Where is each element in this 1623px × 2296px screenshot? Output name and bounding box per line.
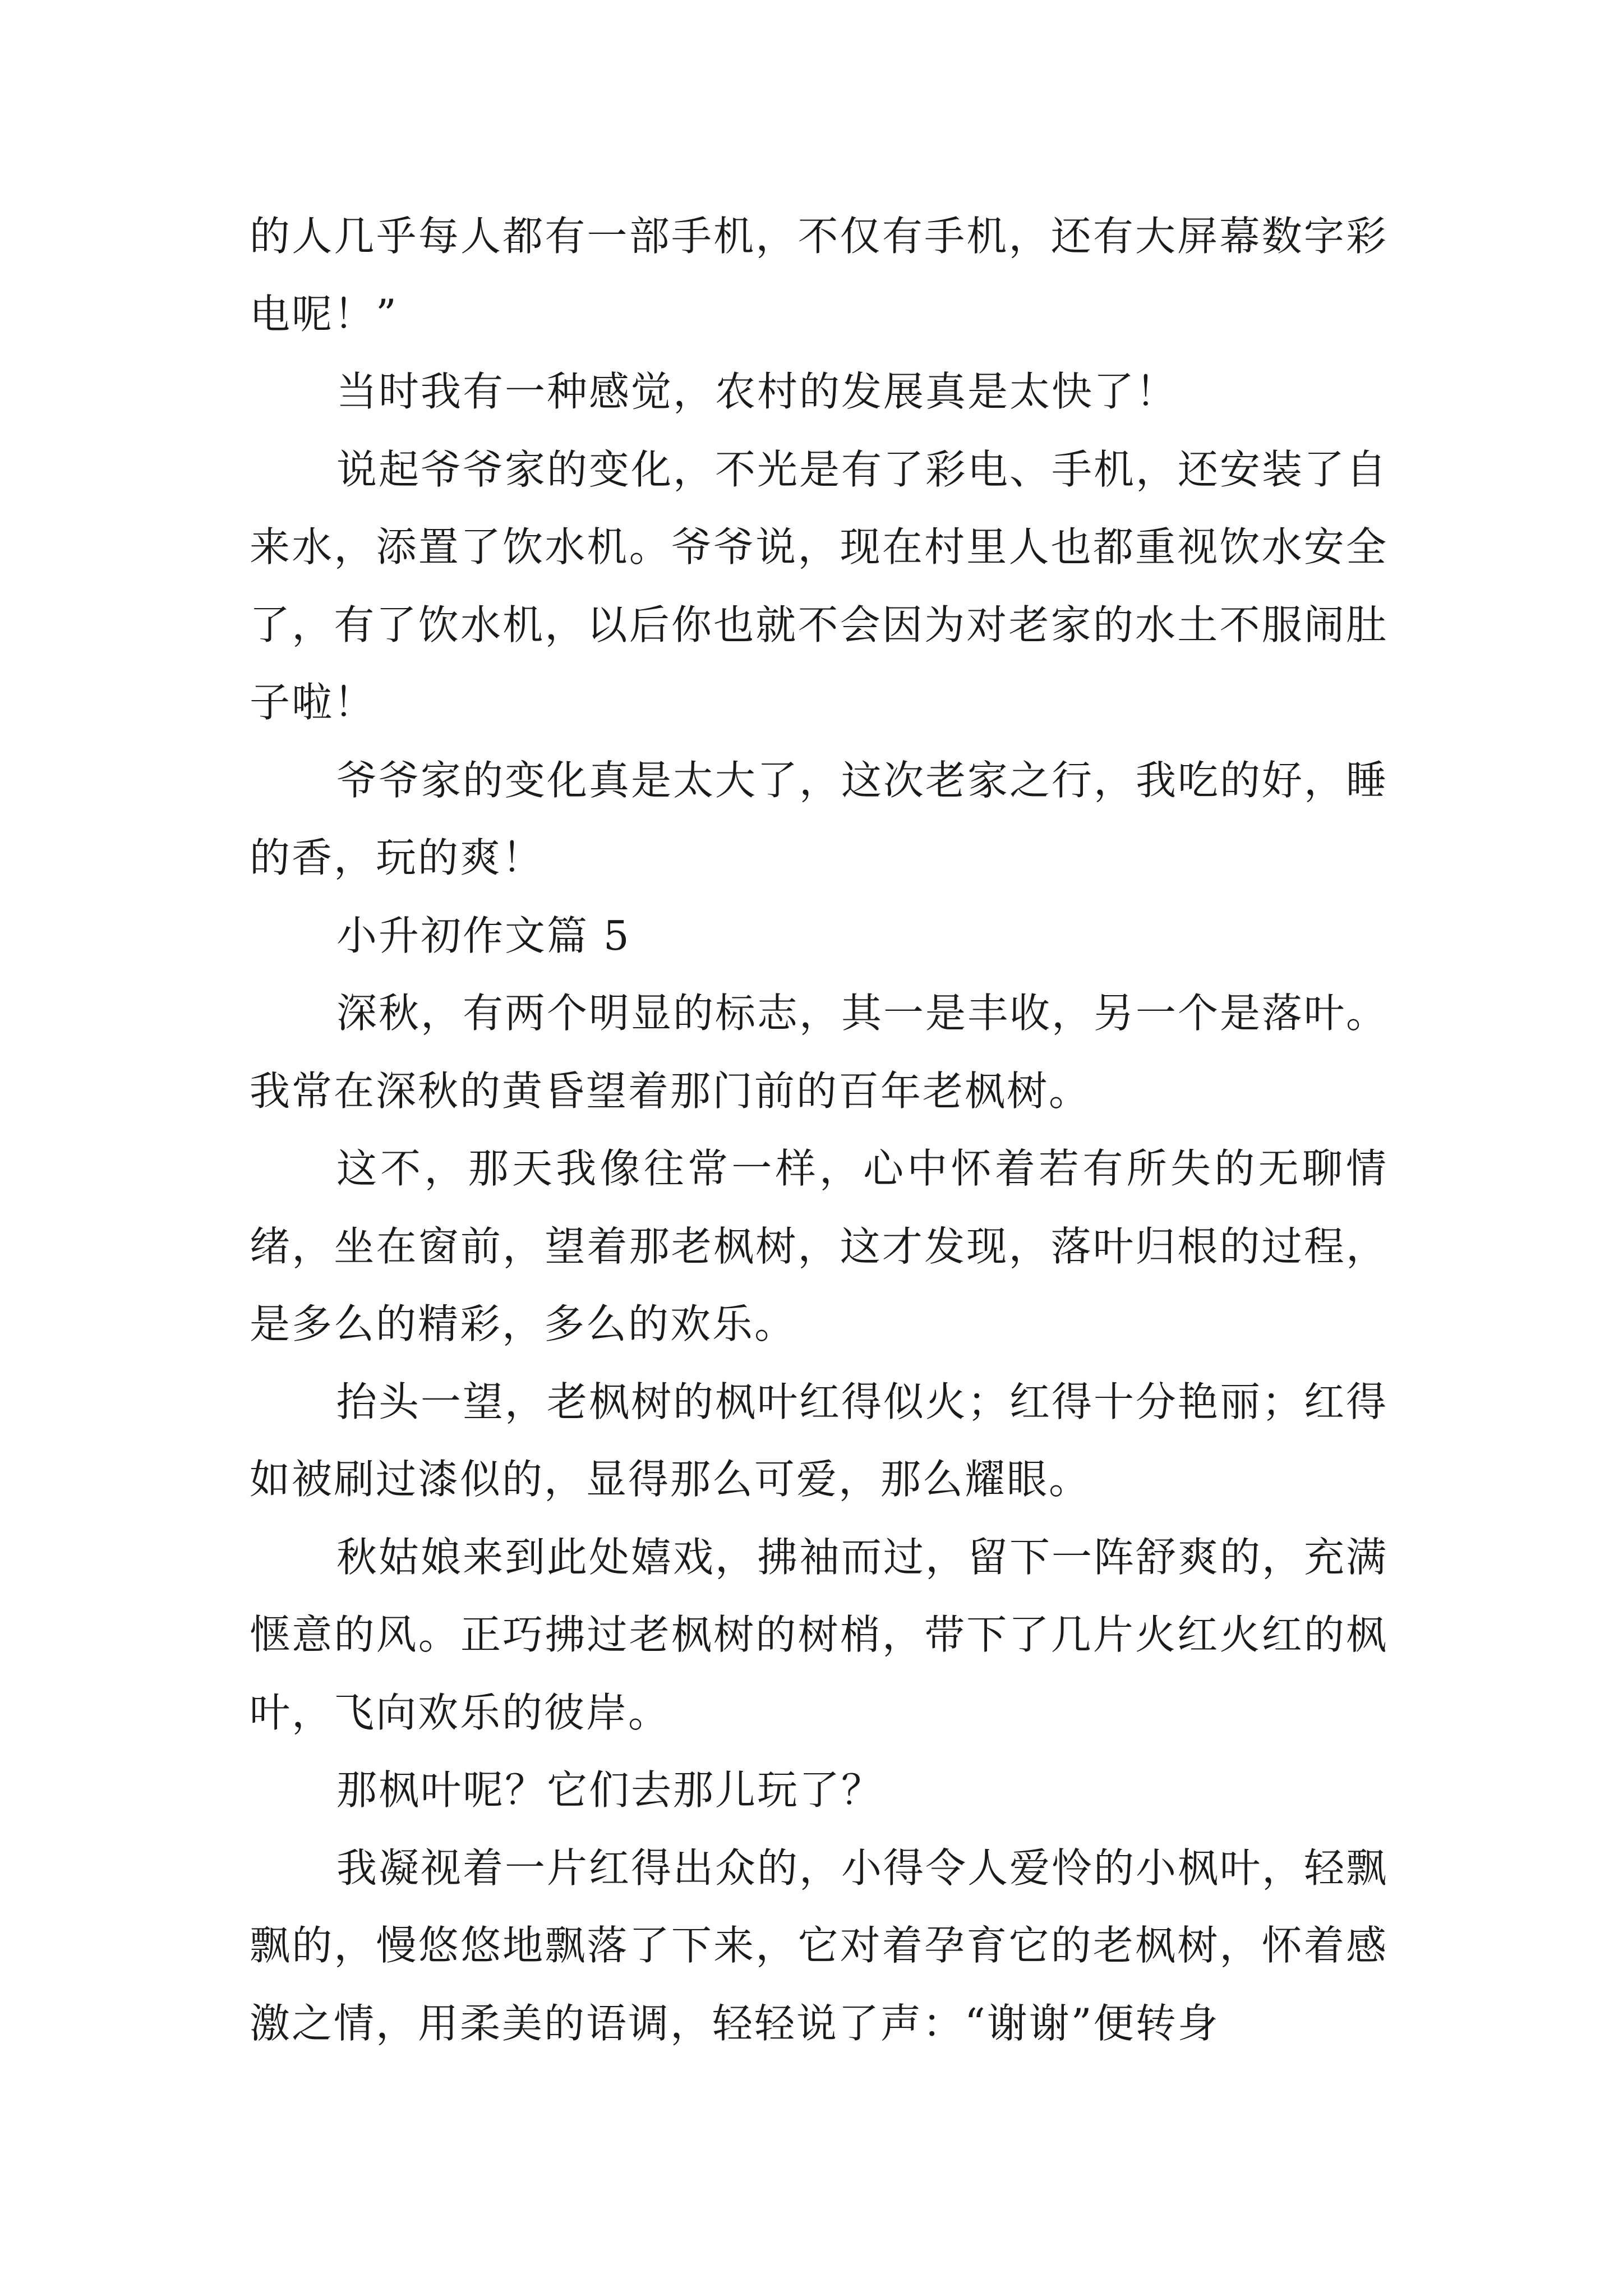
document-body xyxy=(250,197,1388,2062)
paragraph: 抬头一望，老枫树的枫叶红得似火；红得十分艳丽；红得如被刷过漆似的，显得那么可爱，那么耀眼。 xyxy=(250,1378,1389,1503)
paragraph: 说起爷爷家的变化，不光是有了彩电、手机，还安装了自来水，添置了饮水机。爷爷说，现在村里人也都重视饮水安全了，有了饮水机，以后你也就不会因为对老家的水土不服闹肚子啦！ xyxy=(250,445,1389,726)
paragraph: 爷爷家的变化真是太大了，这次老家之行，我吃的好，睡的香，玩的爽！ xyxy=(250,756,1389,881)
paragraph: 秋姑娘来到此处嬉戏，拂袖而过，留下一阵舒爽的，充满惬意的风。正巧拂过老枫树的树梢，带下了几片火红火红的枫叶，飞向欢乐的彼岸。 xyxy=(250,1533,1389,1736)
paragraph: 我凝视着一片红得出众的，小得令人爱怜的小枫叶，轻飘飘的，慢悠悠地飘落了下来，它对着孕育它的老枫树，怀着感激之情，用柔美的语调，轻轻说了声：“谢谢”便转身 xyxy=(250,1844,1389,2047)
paragraph: 这不，那天我像往常一样，心中怀着若有所失的无聊情绪，坐在窗前，望着那老枫树，这才发现，落叶归根的过程，是多么的精彩，多么的欢乐。 xyxy=(250,1145,1388,1347)
paragraph: 深秋，有两个明显的标志，其一是丰收，另一个是落叶。我常在深秋的黄昏望着那门前的百年老枫树。 xyxy=(250,990,1389,1115)
paragraph: 那枫叶呢？它们去那儿玩了？ xyxy=(336,1766,884,1814)
paragraph: 的人几乎每人都有一部手机，不仅有手机，还有大屏幕数字彩电呢！” xyxy=(250,213,1388,338)
section-heading: 小升初作文篇 5 xyxy=(336,912,631,959)
paragraph: 当时我有一种感觉，农村的发展真是太快了！ xyxy=(336,368,1178,415)
